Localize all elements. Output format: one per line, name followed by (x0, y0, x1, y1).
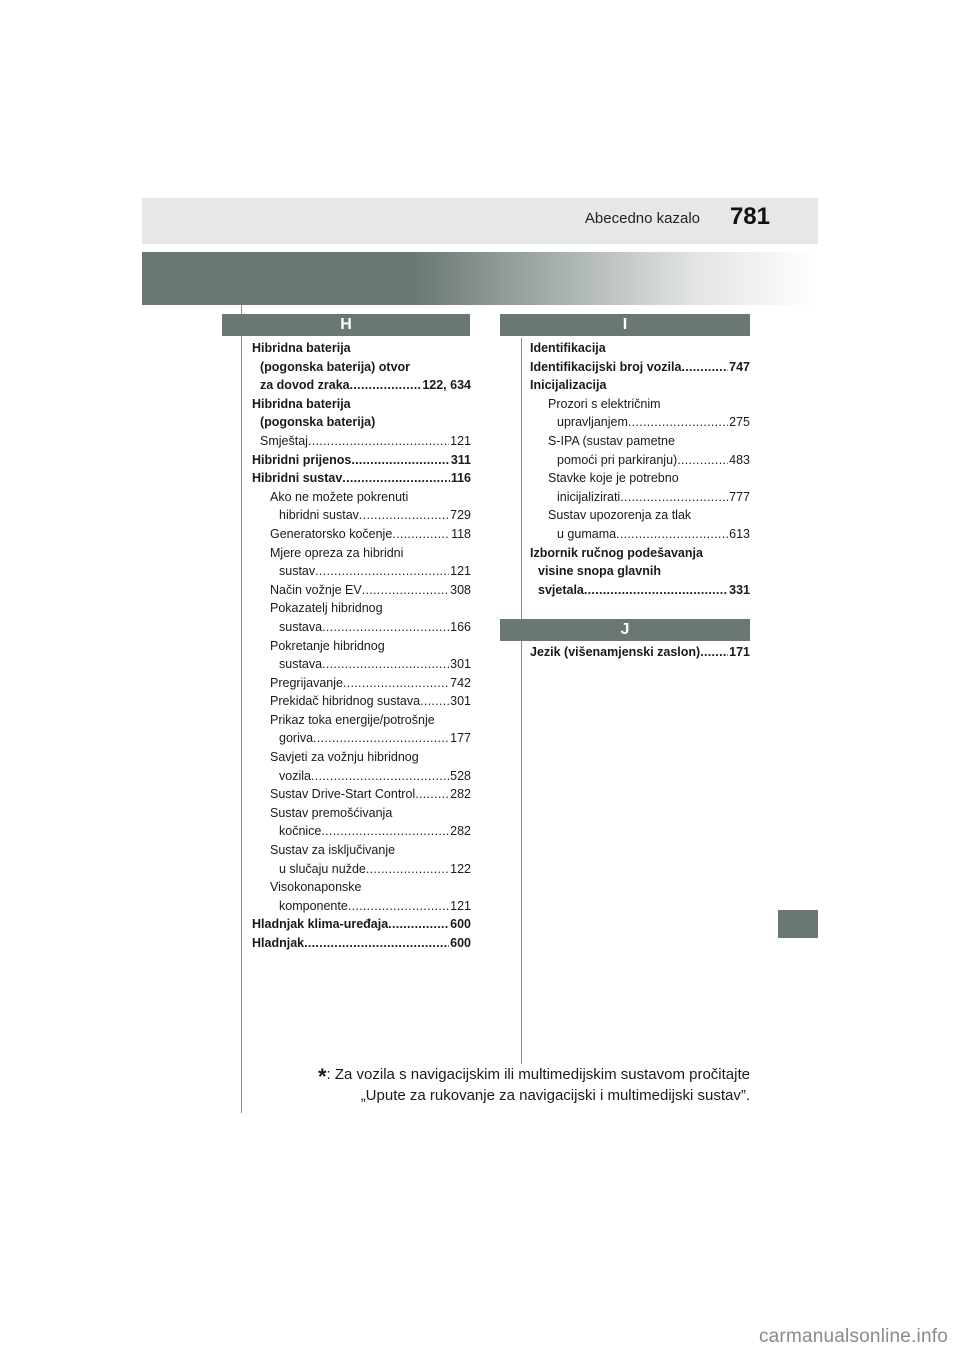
entry-text: Hibridni prijenos (252, 452, 352, 467)
index-entry (252, 451, 471, 470)
index-entry (252, 581, 471, 600)
dot-leader (351, 451, 450, 470)
dot-leader (700, 643, 728, 662)
index-entry (530, 339, 750, 358)
entry-text: kočnice (279, 824, 322, 839)
left-margin-rule (241, 305, 242, 1113)
index-entry (252, 785, 471, 804)
index-entry (530, 488, 750, 507)
index-entry (252, 376, 471, 395)
index-entry (252, 748, 471, 767)
dot-leader (616, 525, 728, 544)
page-reference: 742 (450, 675, 471, 690)
dot-leader (388, 915, 449, 934)
index-entry (252, 488, 471, 507)
entry-text: Identifikacijski broj vozila (530, 359, 682, 374)
entry-text: Ako ne možete pokrenuti (270, 489, 409, 504)
index-entry (530, 562, 750, 581)
dot-leader (620, 488, 728, 507)
dot-leader (348, 897, 449, 916)
entry-text: inicijalizirati (557, 489, 621, 504)
entry-text: Sustav premošćivanja (270, 805, 393, 820)
index-entry (252, 618, 471, 637)
entry-text: visine snopa glavnih (538, 564, 661, 579)
entry-text: Sustav za isključivanje (270, 843, 396, 858)
page-reference: 528 (450, 768, 471, 783)
page-reference: 600 (450, 936, 471, 950)
index-entry (530, 358, 750, 377)
page-reference: 600 (450, 917, 471, 932)
dot-leader (313, 729, 449, 748)
dot-leader (343, 674, 449, 693)
entry-text: sustava (279, 619, 323, 634)
watermark: carmanualsonline.info (758, 1326, 948, 1347)
entry-text: Hladnjak (252, 936, 305, 950)
chapter-thumb-tab (778, 910, 818, 938)
index-entry (252, 339, 471, 358)
section-letter-i: I (500, 314, 750, 336)
dot-leader (321, 822, 449, 841)
entry-text: Prekidač hibridnog sustava (270, 694, 421, 709)
header-title: Abecedno kazalo (584, 210, 700, 227)
page-reference: 122, 634 (422, 378, 471, 393)
index-entry (252, 897, 471, 916)
index-entry (530, 376, 750, 395)
index-entry (530, 469, 750, 488)
index-entry (252, 562, 471, 581)
index-entry (252, 822, 471, 841)
index-entry (252, 413, 471, 432)
page-reference: 483 (729, 452, 750, 467)
entry-text: S-IPA (sustav pametne (548, 433, 675, 448)
index-entry (252, 599, 471, 618)
page-reference: 729 (450, 508, 471, 523)
index-entry (252, 934, 471, 953)
dot-leader (420, 692, 449, 711)
dot-leader (362, 581, 449, 600)
page-reference: 118 (451, 526, 471, 541)
index-entry (252, 804, 471, 823)
entry-text: hibridni sustav (279, 508, 359, 523)
index-entry (252, 674, 471, 693)
dot-leader (315, 562, 449, 581)
entry-text: Hibridna baterija (252, 341, 351, 355)
index-entry (252, 525, 471, 544)
index-entry (252, 469, 471, 488)
entry-text: Pokazatelj hibridnog (270, 601, 383, 616)
entry-text: (pogonska baterija) otvor (260, 359, 411, 374)
entry-text: Sustav upozorenja za tlak (548, 508, 692, 523)
decorative-band (142, 252, 818, 305)
index-entry (252, 637, 471, 656)
entry-text: vozila (279, 768, 311, 783)
index-entry (252, 506, 471, 525)
page-reference: 122 (450, 861, 471, 876)
dot-leader (322, 655, 449, 674)
entry-text: za dovod zraka (260, 378, 350, 393)
page-reference: 331 (729, 582, 750, 597)
index-entry (530, 581, 750, 600)
entry-text: Hibridni sustav (252, 471, 343, 486)
page-reference: 121 (450, 564, 471, 579)
index-entry (252, 841, 471, 860)
entry-text: goriva (279, 731, 314, 746)
page-reference: 301 (450, 657, 471, 672)
dot-leader (415, 785, 449, 804)
page-reference: 308 (450, 582, 471, 597)
index-entry (252, 655, 471, 674)
dot-leader (359, 506, 449, 525)
entry-text: Stavke koje je potrebno (548, 471, 679, 486)
entry-text: u slučaju nužde (279, 861, 366, 876)
section-letter-h: H (222, 314, 470, 336)
page-reference: 747 (729, 359, 750, 374)
entry-text: sustava (279, 657, 323, 672)
entry-text: Sustav Drive-Start Control (270, 787, 416, 802)
page-reference: 166 (450, 619, 471, 634)
index-entry (530, 432, 750, 451)
entry-text: svjetala (538, 582, 584, 597)
index-section-i (530, 339, 750, 599)
dot-leader (308, 432, 449, 451)
entry-text: Identifikacija (530, 341, 606, 355)
entry-text: (pogonska baterija) (260, 415, 376, 430)
index-entry (530, 544, 750, 563)
index-entry (252, 432, 471, 451)
entry-text: Prozori s električnim (548, 396, 661, 411)
index-entry (530, 451, 750, 470)
entry-text: Generatorsko kočenje (270, 526, 393, 541)
index-entry (252, 692, 471, 711)
entry-text: upravljanjem (557, 415, 628, 430)
entry-text: Izbornik ručnog podešavanja (530, 545, 703, 560)
entry-text: Smještaj (260, 433, 308, 448)
page-reference: 177 (450, 731, 471, 746)
index-entry (530, 413, 750, 432)
entry-text: Visokonaponske (270, 880, 362, 895)
page-reference: 282 (450, 787, 471, 802)
index-entry (530, 506, 750, 525)
footnote-line-2: „Upute za rukovanje za navigacijski i multimedijski sustav”. (360, 1087, 750, 1104)
entry-text: Mjere opreza za hibridni (270, 545, 404, 560)
dot-leader (628, 413, 728, 432)
entry-text: Prikaz toka energije/potrošnje (270, 712, 435, 727)
dot-leader (342, 469, 450, 488)
entry-text: u gumama (557, 526, 617, 541)
index-entry (252, 767, 471, 786)
dot-leader (366, 860, 449, 879)
index-entry (252, 358, 471, 377)
dot-leader (584, 581, 728, 600)
entry-text: Jezik (višenamjenski zaslon) (530, 645, 701, 659)
index-entry (252, 544, 471, 563)
entry-text: pomoći pri parkiranju) (557, 452, 678, 467)
page-number: 781 (729, 203, 770, 230)
index-section-h (252, 339, 471, 953)
footnote-marker: * (317, 1064, 327, 1089)
dot-leader (304, 934, 449, 953)
section-letter-j: J (500, 619, 750, 641)
entry-text: Hladnjak klima-uređaja (252, 917, 389, 932)
entry-text: Pregrijavanje (270, 675, 343, 690)
index-entry (530, 643, 750, 662)
footnote-line-1: : Za vozila s navigacijskim ili multimedijskim sustavom pročitajte (326, 1066, 750, 1083)
index-entry (530, 395, 750, 414)
index-entry (252, 915, 471, 934)
page-reference: 613 (729, 526, 750, 541)
page-reference: 116 (450, 471, 471, 486)
dot-leader (311, 767, 449, 786)
dot-leader (681, 358, 728, 377)
index-entry (252, 395, 471, 414)
page-reference: 275 (729, 415, 750, 430)
index-entry (530, 525, 750, 544)
column-divider (521, 338, 522, 1064)
dot-leader (322, 618, 449, 637)
footnote (318, 1064, 750, 1106)
index-entry (252, 729, 471, 748)
index-entry (252, 878, 471, 897)
dot-leader (677, 451, 728, 470)
entry-text: Pokretanje hibridnog (270, 638, 385, 653)
page-reference: 777 (729, 489, 750, 504)
entry-text: Savjeti za vožnju hibridnog (270, 750, 419, 765)
dot-leader (350, 376, 422, 395)
entry-text: Inicijalizacija (530, 378, 607, 393)
entry-text: Način vožnje EV (270, 582, 362, 597)
index-entry (252, 711, 471, 730)
entry-text: Hibridna baterija (252, 396, 351, 411)
page-reference: 121 (450, 898, 471, 913)
page-reference: 121 (450, 433, 471, 448)
index-entry (252, 860, 471, 879)
header-bar (142, 198, 818, 244)
page-reference: 301 (450, 694, 471, 709)
page-reference: 171 (729, 645, 750, 659)
page-reference: 311 (450, 452, 471, 467)
index-section-j (530, 643, 750, 662)
dot-leader (392, 525, 450, 544)
entry-text: sustav (279, 564, 316, 579)
entry-text: komponente (279, 898, 348, 913)
page-reference: 282 (450, 824, 471, 839)
